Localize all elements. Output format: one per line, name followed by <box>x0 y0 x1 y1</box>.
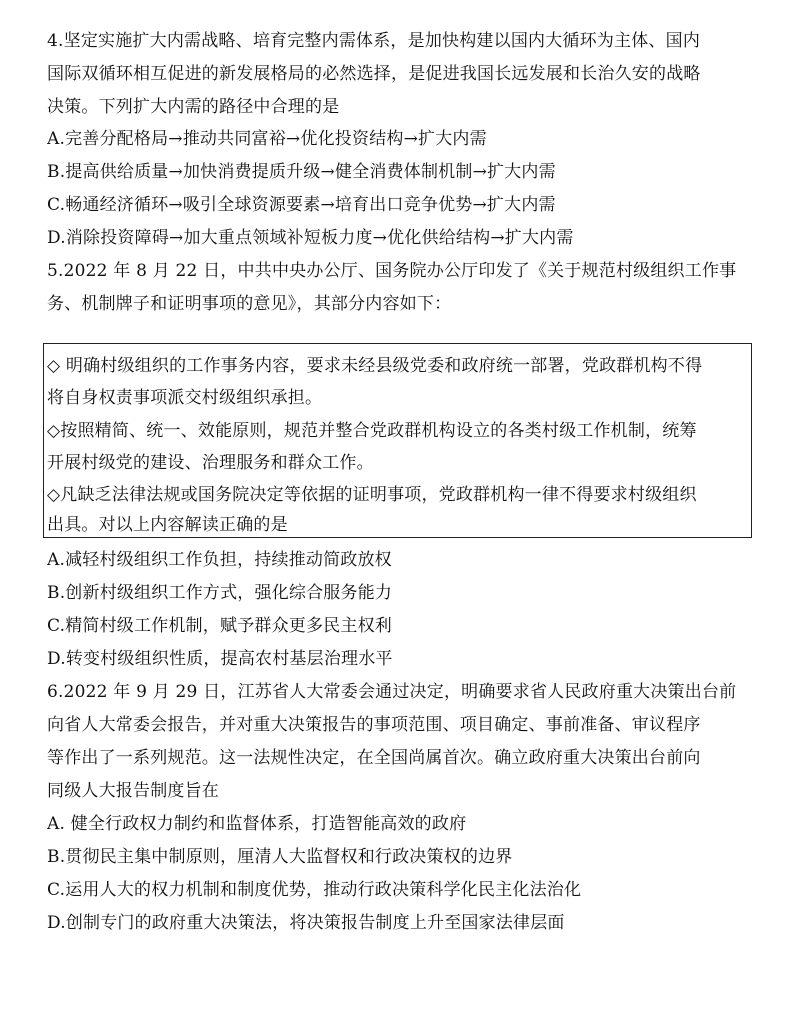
q5-box-line-2: 将自身权责事项派交村级组织承担。 <box>47 388 323 408</box>
q5-option-a: A.减轻村级组织工作负担，持续推动简政放权 <box>47 550 392 570</box>
q4-stem-line-1: 4.坚定实施扩大内需战略、培育完整内需体系，是加快构建以国内大循环为主体、国内 <box>47 31 701 51</box>
q6-option-a: A. 健全行政权力制约和监督体系，打造智能高效的政府 <box>47 814 467 834</box>
q5-option-d: D.转变村级组织性质，提高农村基层治理水平 <box>47 649 393 669</box>
q6-option-d: D.创制专门的政府重大决策法，将决策报告制度上升至国家法律层面 <box>47 913 565 933</box>
q5-stem-line-1: 5.2022 年 8 月 22 日，中共中央办公厅、国务院办公厅印发了《关于规范村级组织工作事 <box>47 261 737 281</box>
q4-option-a: A.完善分配格局→推动共同富裕→优化投资结构→扩大内需 <box>47 129 487 149</box>
q5-box-line-5: ◇凡缺乏法律法规或国务院决定等依据的证明事项，党政群机构一律不得要求村级组织 <box>47 485 697 505</box>
q6-stem-line-2: 向省人大常委会报告，并对重大决策报告的事项范围、项目确定、事前准备、审议程序 <box>47 715 701 735</box>
q4-option-b: B.提高供给质量→加快消费提质升级→健全消费体制机制→扩大内需 <box>47 162 556 182</box>
q5-option-b: B.创新村级组织工作方式，强化综合服务能力 <box>47 583 393 603</box>
q5-box-line-3: ◇按照精简、统一、效能原则，规范并整合党政群机构设立的各类村级工作机制，统筹 <box>47 421 697 441</box>
q6-option-c: C.运用人大的权力机制和制度优势，推动行政决策科学化民主化法治化 <box>47 880 582 900</box>
q5-option-c: C.精简村级工作机制，赋予群众更多民主权利 <box>47 616 393 636</box>
q4-stem-line-2: 国际双循环相互促进的新发展格局的必然选择，是促进我国长远发展和长治久安的战略 <box>47 64 701 84</box>
q5-stem-line-2: 务、机制牌子和证明事项的意见》，其部分内容如下： <box>47 294 452 314</box>
q6-option-b: B.贯彻民主集中制原则，厘清人大监督权和行政决策权的边界 <box>47 847 513 867</box>
q6-stem-line-4: 同级人大报告制度旨在 <box>47 781 219 801</box>
q4-option-c: C.畅通经济循环→吸引全球资源要素→培育出口竞争优势→扩大内需 <box>47 195 556 215</box>
q4-stem-line-3: 决策。下列扩大内需的路径中合理的是 <box>47 97 340 117</box>
q5-box-line-1: ◇ 明确村级组织的工作事务内容，要求未经县级党委和政府统一部署，党政群机构不得 <box>47 356 703 376</box>
q6-stem-line-1: 6.2022 年 9 月 29 日，江苏省人大常委会通过决定，明确要求省人民政府重大决策出台前 <box>47 682 737 702</box>
q4-option-d: D.消除投资障碍→加大重点领域补短板力度→优化供给结构→扩大内需 <box>47 228 574 248</box>
q5-box-line-4: 开展村级党的建设、治理服务和群众工作。 <box>47 453 374 473</box>
q5-box-line-6: 出具。对以上内容解读正确的是 <box>47 515 288 535</box>
q6-stem-line-3: 等作出了一系列规范。这一法规性决定，在全国尚属首次。确立政府重大决策出台前向 <box>47 748 701 768</box>
